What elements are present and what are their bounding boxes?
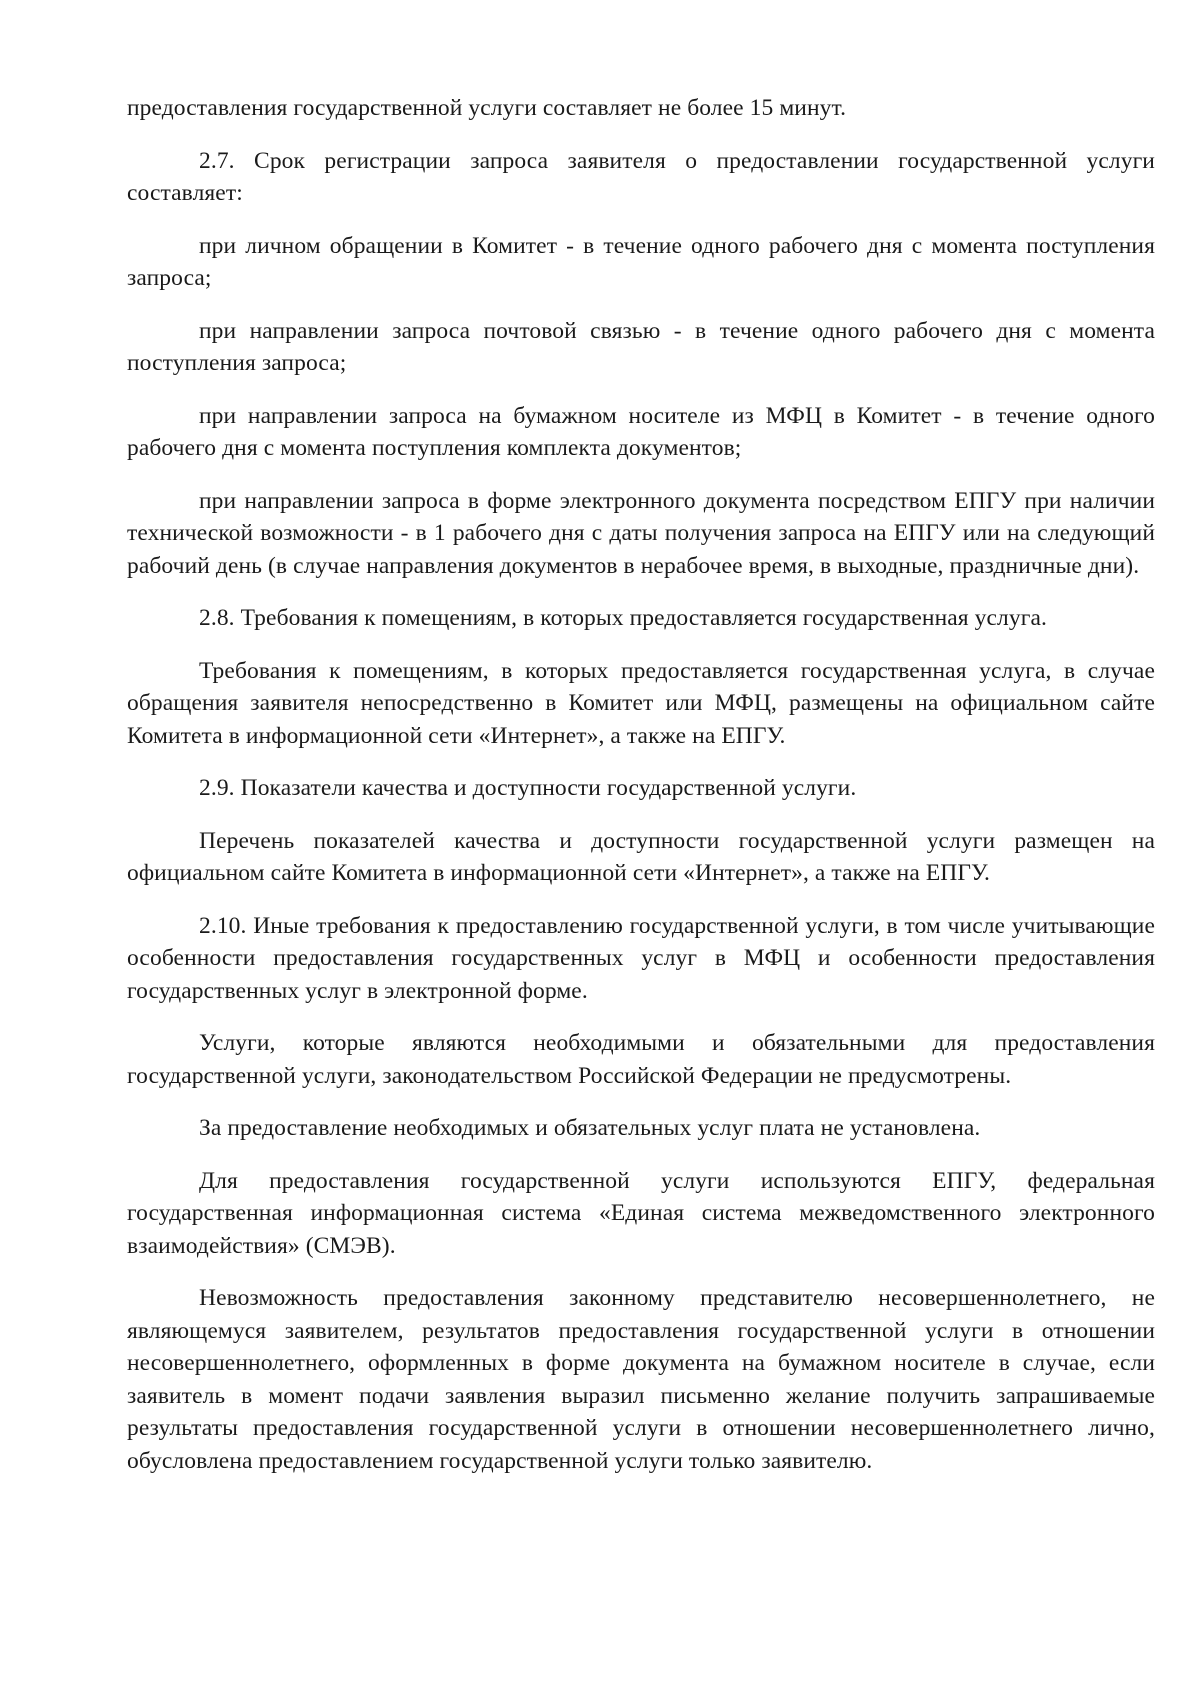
paragraph-continuation: предоставления государственной услуги составляет не более 15 минут. xyxy=(127,95,847,121)
paragraph-mfc-paper: при направлении запроса на бумажном носителе из МФЦ в Комитет - в течение одного рабочего дня с момента поступления комплекта документов; xyxy=(127,402,1155,461)
paragraph-minor-results: Невозможность предоставления законному представителю несовершеннолетнего, не являющемуся заявителем, результатов предоставления государственной услуги в отношении несовершеннолетнего, оформленных в форме документа на бумажном носителе в случае, если заявитель в момент подачи заявления выразил письменно желание получить запрашиваемые результаты предоставления государственной услуги в отношении несовершеннолетнего лично, обусловлена предоставлением государственной услуги только заявителю. xyxy=(127,1285,1155,1474)
paragraph-premises-requirements: Требования к помещениям, в которых предоставляется государственная услуга, в случае обращения заявителя непосредственно в Комитет или МФЦ, размещены на официальном сайте Комитета в информационной сети «Интернет», а также на ЕПГУ. xyxy=(127,657,1155,749)
section-2-9-heading: 2.9. Показатели качества и доступности государственной услуги. xyxy=(199,775,857,801)
paragraph-postal: при направлении запроса почтовой связью - в течение одного рабочего дня с момента поступления запроса; xyxy=(127,317,1155,376)
section-2-7-heading: 2.7. Срок регистрации запроса заявителя о предоставлении государственной услуги составляет: xyxy=(127,147,1155,206)
paragraph-quality-indicators: Перечень показателей качества и доступности государственной услуги размещен на официальном сайте Комитета в информационной сети «Интернет», а также на ЕПГУ. xyxy=(127,827,1155,886)
paragraph-epgu-electronic: при направлении запроса в форме электронного документа посредством ЕПГУ при наличии технической возможности - в 1 рабочего дня с даты получения запроса на ЕПГУ или на следующий рабочий день (в случае направления документов в нерабочее время, в выходные, праздничные дни). xyxy=(127,487,1155,579)
paragraph-personal-visit: при личном обращении в Комитет - в течение одного рабочего дня с момента поступления запроса; xyxy=(127,232,1155,291)
paragraph-systems-used: Для предоставления государственной услуги используются ЕПГУ, федеральная государственная информационная система «Единая система межведомственного электронного взаимодействия» (СМЭВ). xyxy=(127,1167,1155,1259)
section-2-10-heading: 2.10. Иные требования к предоставлению государственной услуги, в том числе учитывающие особенности предоставления государственных услуг в МФЦ и особенности предоставления государственных услуг в электронной форме. xyxy=(127,912,1155,1004)
paragraph-required-services: Услуги, которые являются необходимыми и обязательными для предоставления государственной услуги, законодательством Российской Федерации не предусмотрены. xyxy=(127,1030,1155,1089)
paragraph-no-fee: За предоставление необходимых и обязательных услуг плата не установлена. xyxy=(199,1115,981,1141)
document-body xyxy=(127,92,1155,1497)
section-2-8-heading: 2.8. Требования к помещениям, в которых предоставляется государственная услуга. xyxy=(199,605,1047,631)
